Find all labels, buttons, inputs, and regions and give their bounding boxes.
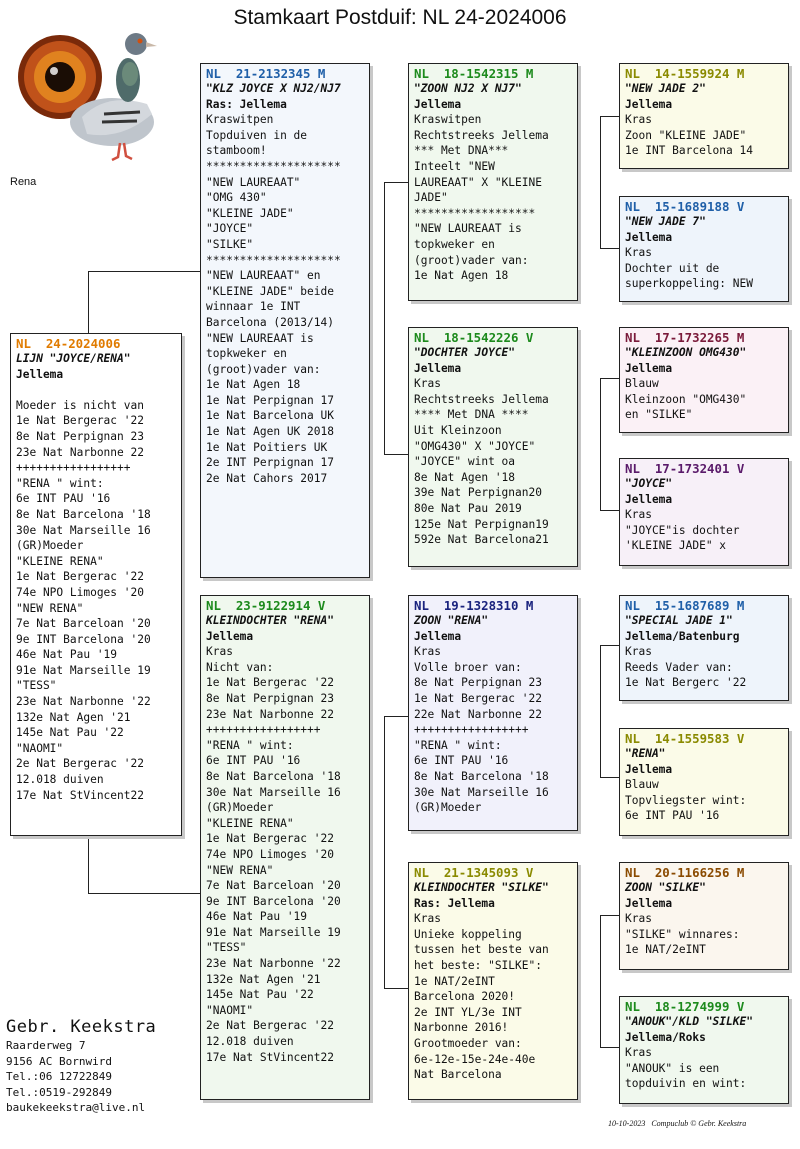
note-line: Kras bbox=[414, 912, 441, 926]
note-line: (GR)Moeder bbox=[16, 539, 84, 553]
note-line: 8e Nat Perpignan 23 bbox=[206, 691, 334, 705]
note-line: 2e Nat Bergerac '22 bbox=[16, 757, 144, 771]
breeder: Jellema bbox=[625, 361, 673, 375]
connector-line bbox=[384, 182, 408, 183]
note-line: Narbonne 2016! bbox=[414, 1021, 509, 1035]
note-line: 1e Nat Perpignan 17 bbox=[206, 393, 334, 407]
pedigree-notes bbox=[16, 382, 177, 803]
ring-number: NL 15-1689188 V bbox=[625, 199, 745, 214]
note-line: het beste: "SILKE": bbox=[414, 958, 542, 972]
note-line: "RENA " wint: bbox=[206, 738, 294, 752]
note-line: 8e Nat Barcelona '18 bbox=[206, 769, 341, 783]
breeder: Ras: Jellema bbox=[414, 896, 495, 910]
note-line: 1e NAT/2eINT bbox=[625, 943, 706, 957]
pigeon-name: "RENA" bbox=[625, 747, 666, 760]
note-line: 1e Nat Bergerac '22 bbox=[16, 414, 144, 428]
note-line: Kras bbox=[414, 377, 441, 391]
photo-caption: Rena bbox=[10, 176, 37, 188]
note-line: 30e Nat Marseille 16 bbox=[206, 785, 341, 799]
card-fmf[interactable] bbox=[619, 327, 789, 433]
owner-block bbox=[6, 1016, 156, 1116]
pigeon-name: ZOON "SILKE" bbox=[625, 881, 706, 894]
note-line: "NEW LAUREAAT is bbox=[414, 222, 522, 236]
note-line: Blauw bbox=[625, 778, 659, 792]
connector-line bbox=[600, 116, 601, 248]
note-line: "NEW LAUREAAT is bbox=[206, 331, 314, 345]
note-line: 23e Nat Narbonne 22 bbox=[206, 707, 334, 721]
note-line: ****************** bbox=[414, 206, 536, 220]
pigeon-name: KLEINDOCHTER "SILKE" bbox=[414, 881, 549, 894]
note-line: 1e Nat Agen 18 bbox=[206, 378, 301, 392]
card-fff[interactable] bbox=[619, 63, 789, 169]
pigeon-name: "DOCHTER JOYCE" bbox=[414, 346, 516, 359]
note-line: 1e Nat Bergerac '22 bbox=[16, 570, 144, 584]
note-line: 30e Nat Marseille 16 bbox=[414, 785, 549, 799]
note-line: Topvliegster wint: bbox=[625, 793, 747, 807]
note-line: winnaar 1e INT bbox=[206, 300, 301, 314]
breeder: Jellema bbox=[625, 896, 673, 910]
note-line: "KLEINE JADE" bbox=[206, 206, 294, 220]
footer-credit: 10-10-2023 Compuclub © Gebr. Keekstra bbox=[608, 1119, 747, 1128]
note-line: Rechtstreeks Jellema bbox=[414, 128, 549, 142]
ring-number: NL 17-1732265 M bbox=[625, 330, 745, 345]
note-line: (GR)Moeder bbox=[206, 801, 274, 815]
note-line: "RENA " wint: bbox=[414, 738, 502, 752]
note-line: "JOYCE"is dochter bbox=[625, 523, 740, 537]
pigeon-name: "ANOUK"/KLD "SILKE" bbox=[625, 1015, 753, 1028]
note-line: "JOYCE" wint oa bbox=[414, 455, 516, 469]
note-line: 23e Nat Narbonne '22 bbox=[16, 695, 151, 709]
pedigree-notes bbox=[414, 644, 573, 816]
note-line bbox=[16, 382, 177, 398]
connector-line bbox=[88, 836, 89, 894]
pigeon-name: "NEW JADE 7" bbox=[625, 215, 706, 228]
owner-address-street: Raarderweg 7 bbox=[6, 1039, 86, 1052]
note-line: "ANOUK" is een bbox=[625, 1061, 720, 1075]
card-father[interactable] bbox=[200, 63, 370, 578]
connector-line bbox=[600, 645, 601, 777]
ring-number: NL 21-1345093 V bbox=[414, 865, 534, 880]
note-line: Nat Barcelona bbox=[414, 1068, 502, 1082]
connector-line bbox=[600, 248, 619, 249]
note-line: (groot)vader van: bbox=[414, 253, 529, 267]
connector-line bbox=[88, 271, 89, 335]
note-line: Zoon "KLEINE JADE" bbox=[625, 128, 747, 142]
connector-line bbox=[600, 777, 619, 778]
pedigree-notes bbox=[625, 245, 784, 292]
note-line: tussen het beste van bbox=[414, 943, 549, 957]
note-line: Kras bbox=[414, 645, 441, 659]
connector-line bbox=[88, 893, 200, 894]
note-line: 17e Nat StVincent22 bbox=[206, 1050, 334, 1064]
breeder: Jellema/Batenburg bbox=[625, 629, 740, 643]
pedigree-notes bbox=[625, 507, 784, 554]
note-line: Kras bbox=[625, 912, 652, 926]
note-line: stamboom! bbox=[206, 144, 267, 158]
pedigree-notes bbox=[625, 911, 784, 958]
breeder: Jellema bbox=[414, 629, 462, 643]
note-line: Volle broer van: bbox=[414, 660, 522, 674]
note-line: 6e INT PAU '16 bbox=[625, 809, 720, 823]
card-fmm[interactable] bbox=[619, 458, 789, 566]
breeder: Jellema bbox=[625, 230, 673, 244]
note-line: Barcelona (2013/14) bbox=[206, 315, 334, 329]
connector-line bbox=[384, 716, 385, 988]
card-mother[interactable] bbox=[200, 595, 370, 1100]
note-line: Kleinzoon "OMG430" bbox=[625, 392, 747, 406]
pedigree-notes bbox=[414, 376, 573, 548]
note-line: 1e Nat Bergerac '22 bbox=[206, 676, 334, 690]
note-line: 125e Nat Perpignan19 bbox=[414, 517, 549, 531]
note-line: Dochter uit de bbox=[625, 261, 720, 275]
pigeon-name: LIJN "JOYCE/RENA" bbox=[16, 352, 131, 365]
note-line: 1e Nat Agen 18 bbox=[414, 269, 509, 283]
note-line: 145e Nat Pau '22 bbox=[16, 726, 124, 740]
note-line: 74e NPO Limoges '20 bbox=[206, 847, 334, 861]
note-line: (GR)Moeder bbox=[414, 801, 482, 815]
ring-number: NL 15-1687689 M bbox=[625, 598, 745, 613]
note-line: ******************** bbox=[206, 159, 341, 173]
card-mf[interactable] bbox=[408, 595, 578, 831]
note-line: 91e Nat Marseille 19 bbox=[206, 925, 341, 939]
note-line: 46e Nat Pau '19 bbox=[206, 910, 308, 924]
note-line: 8e Nat Barcelona '18 bbox=[414, 769, 549, 783]
note-line: "OMG430" X "JOYCE" bbox=[414, 439, 536, 453]
pedigree-notes bbox=[625, 112, 784, 159]
pigeon-name: "SPECIAL JADE 1" bbox=[625, 614, 733, 627]
note-line: superkoppeling: NEW bbox=[625, 277, 753, 291]
pigeon-name: "KLZ JOYCE X NJ2/NJ7 bbox=[206, 82, 341, 95]
note-line: "KLEINE JADE" beide bbox=[206, 284, 334, 298]
ring-number: NL 18-1542226 V bbox=[414, 330, 534, 345]
note-line: 74e NPO Limoges '20 bbox=[16, 585, 144, 599]
note-line: 46e Nat Pau '19 bbox=[16, 648, 118, 662]
pedigree-notes bbox=[625, 644, 784, 691]
note-line: en "SILKE" bbox=[625, 408, 693, 422]
owner-email[interactable]: baukekeekstra@live.nl bbox=[6, 1101, 146, 1115]
owner-phone-mobile: Tel.:06 12722849 bbox=[6, 1070, 112, 1084]
note-line: 6e-12e-15e-24e-40e bbox=[414, 1052, 536, 1066]
note-line: 8e Nat Barcelona '18 bbox=[16, 507, 151, 521]
note-line: 8e Nat Perpignan 23 bbox=[414, 676, 542, 690]
connector-line bbox=[384, 182, 385, 454]
note-line: Kraswitpen bbox=[414, 113, 482, 127]
pedigree-notes bbox=[414, 911, 573, 1083]
note-line: 1e Nat Barcelona UK bbox=[206, 409, 334, 423]
note-line: "NAOMI" bbox=[16, 741, 64, 755]
note-line: 6e INT PAU '16 bbox=[414, 754, 509, 768]
breeder: Jellema/Roks bbox=[625, 1030, 706, 1044]
note-line: **** Met DNA **** bbox=[414, 408, 529, 422]
note-line: Topduiven in de bbox=[206, 128, 308, 142]
pigeon-name: ZOON "RENA" bbox=[414, 614, 489, 627]
note-line: 22e Nat Narbonne 22 bbox=[414, 707, 542, 721]
note-line: 2e INT Perpignan 17 bbox=[206, 456, 334, 470]
note-line: 23e Nat Narbonne 22 bbox=[16, 445, 144, 459]
note-line: "KLEINE RENA" bbox=[206, 816, 294, 830]
note-line: "NAOMI" bbox=[206, 1003, 254, 1017]
note-line: 12.018 duiven bbox=[16, 773, 104, 787]
card-mm[interactable] bbox=[408, 862, 578, 1100]
note-line: 2e INT YL/3e INT bbox=[414, 1005, 522, 1019]
note-line: (groot)vader van: bbox=[206, 362, 321, 376]
note-line: 1e Nat Bergerc '22 bbox=[625, 676, 747, 690]
pigeon-name: "ZOON NJ2 X NJ7" bbox=[414, 82, 522, 95]
note-line: "NEW LAUREAAT" en bbox=[206, 269, 321, 283]
note-line: 7e Nat Barceloan '20 bbox=[16, 617, 151, 631]
note-line: *** Met DNA*** bbox=[414, 144, 509, 158]
breeder: Jellema bbox=[16, 367, 64, 381]
ring-number: NL 20-1166256 M bbox=[625, 865, 745, 880]
pigeon-name: "NEW JADE 2" bbox=[625, 82, 706, 95]
note-line: Kraswitpen bbox=[206, 113, 274, 127]
note-line: +++++++++++++++++ bbox=[414, 723, 529, 737]
ring-number: NL 14-1559924 M bbox=[625, 66, 745, 81]
pigeon-photo bbox=[12, 22, 162, 167]
breeder: Jellema bbox=[414, 361, 462, 375]
card-ff[interactable] bbox=[408, 63, 578, 301]
note-line: Rechtstreeks Jellema bbox=[414, 392, 549, 406]
note-line: "OMG 430" bbox=[206, 191, 267, 205]
card-mmf[interactable] bbox=[619, 862, 789, 970]
note-line: 1e NAT/2eINT bbox=[414, 974, 495, 988]
note-line: Kras bbox=[625, 645, 652, 659]
connector-line bbox=[600, 378, 601, 510]
note-line: "TESS" bbox=[16, 679, 57, 693]
breeder: Jellema bbox=[414, 97, 462, 111]
note-line: 39e Nat Perpignan20 bbox=[414, 486, 542, 500]
note-line: Kras bbox=[625, 113, 652, 127]
note-line: 7e Nat Barceloan '20 bbox=[206, 879, 341, 893]
ring-number: NL 23-9122914 V bbox=[206, 598, 326, 613]
connector-line bbox=[600, 915, 601, 1047]
note-line: 592e Nat Barcelona21 bbox=[414, 533, 549, 547]
note-line: 17e Nat StVincent22 bbox=[16, 788, 144, 802]
note-line: JADE" bbox=[414, 191, 448, 205]
note-line: 132e Nat Agen '21 bbox=[16, 710, 131, 724]
card-mfm[interactable] bbox=[619, 728, 789, 836]
note-line: "TESS" bbox=[206, 941, 247, 955]
note-line: "JOYCE" bbox=[206, 222, 254, 236]
pedigree-notes bbox=[625, 777, 784, 824]
note-line: 1e Nat Poitiers UK bbox=[206, 440, 328, 454]
pigeon-name: "KLEINZOON OMG430" bbox=[625, 346, 747, 359]
note-line: 80e Nat Pau 2019 bbox=[414, 501, 522, 515]
note-line: 2e Nat Bergerac '22 bbox=[206, 1019, 334, 1033]
note-line: 8e Nat Perpignan 23 bbox=[16, 429, 144, 443]
note-line: 2e Nat Cahors 2017 bbox=[206, 471, 328, 485]
pedigree-notes bbox=[206, 112, 365, 486]
owner-address-city: 9156 AC Bornwird bbox=[6, 1054, 112, 1068]
breeder: Jellema bbox=[625, 492, 673, 506]
breeder: Jellema bbox=[625, 762, 673, 776]
note-line: +++++++++++++++++ bbox=[206, 723, 321, 737]
note-line: Grootmoeder van: bbox=[414, 1036, 522, 1050]
connector-line bbox=[600, 378, 619, 379]
pigeon-name: KLEINDOCHTER "RENA" bbox=[206, 614, 334, 627]
note-line: +++++++++++++++++ bbox=[16, 461, 131, 475]
ring-number: NL 24-2024006 bbox=[16, 336, 121, 351]
note-line: 8e Nat Agen '18 bbox=[414, 470, 516, 484]
note-line: Uit Kleinzoon bbox=[414, 423, 502, 437]
note-line: Reeds Vader van: bbox=[625, 660, 733, 674]
note-line: Kras bbox=[206, 645, 233, 659]
note-line: 145e Nat Pau '22 bbox=[206, 988, 314, 1002]
pedigree-notes bbox=[414, 112, 573, 284]
note-line: "RENA " wint: bbox=[16, 476, 104, 490]
note-line: 1e Nat Agen UK 2018 bbox=[206, 425, 334, 439]
note-line: ******************** bbox=[206, 253, 341, 267]
connector-line bbox=[384, 716, 408, 717]
card-subject[interactable] bbox=[10, 333, 182, 836]
note-line: Kras bbox=[625, 508, 652, 522]
note-line: 23e Nat Narbonne '22 bbox=[206, 957, 341, 971]
note-line: topkweker en bbox=[206, 347, 287, 361]
connector-line bbox=[88, 271, 200, 272]
note-line: Blauw bbox=[625, 377, 659, 391]
note-line: "SILKE" winnares: bbox=[625, 927, 740, 941]
note-line: "NEW RENA" bbox=[206, 863, 274, 877]
pigeon-name: "JOYCE" bbox=[625, 477, 673, 490]
note-line: 12.018 duiven bbox=[206, 1035, 294, 1049]
note-line: Kras bbox=[625, 246, 652, 260]
note-line: 30e Nat Marseille 16 bbox=[16, 523, 151, 537]
card-ffm[interactable] bbox=[619, 196, 789, 302]
pedigree-notes bbox=[206, 644, 365, 1065]
note-line: 9e INT Barcelona '20 bbox=[206, 894, 341, 908]
note-line: 9e INT Barcelona '20 bbox=[16, 632, 151, 646]
note-line: Inteelt "NEW bbox=[414, 159, 495, 173]
note-line: Barcelona 2020! bbox=[414, 990, 516, 1004]
note-line: Moeder is nicht van bbox=[16, 398, 144, 412]
note-line: "NEW RENA" bbox=[16, 601, 84, 615]
connector-line bbox=[600, 510, 619, 511]
ring-number: NL 18-1274999 V bbox=[625, 999, 745, 1014]
connector-line bbox=[600, 645, 619, 646]
breeder: Ras: Jellema bbox=[206, 97, 287, 111]
connector-line bbox=[384, 988, 408, 989]
note-line: 1e Nat Bergerac '22 bbox=[414, 691, 542, 705]
connector-line bbox=[600, 1047, 619, 1048]
note-line: "NEW LAUREAAT" bbox=[206, 175, 301, 189]
pedigree-notes bbox=[625, 1045, 784, 1092]
owner-phone: Tel.:0519-292849 bbox=[6, 1085, 112, 1099]
note-line: Kras bbox=[625, 1046, 652, 1060]
ring-number: NL 17-1732401 V bbox=[625, 461, 745, 476]
note-line: topduivin en wint: bbox=[625, 1077, 747, 1091]
note-line: Nicht van: bbox=[206, 660, 274, 674]
breeder: Jellema bbox=[625, 97, 673, 111]
note-line: 132e Nat Agen '21 bbox=[206, 972, 321, 986]
owner-name: Gebr. Keekstra bbox=[6, 1017, 157, 1037]
note-line: 6e INT PAU '16 bbox=[206, 754, 301, 768]
note-line: "SILKE" bbox=[206, 237, 254, 251]
card-mmm[interactable] bbox=[619, 996, 789, 1104]
note-line: "KLEINE RENA" bbox=[16, 554, 104, 568]
card-mff[interactable] bbox=[619, 595, 789, 701]
note-line: Unieke koppeling bbox=[414, 927, 522, 941]
note-line: 1e INT Barcelona 14 bbox=[625, 144, 753, 158]
ring-number: NL 21-2132345 M bbox=[206, 66, 326, 81]
note-line: 1e Nat Bergerac '22 bbox=[206, 832, 334, 846]
ring-number: NL 18-1542315 M bbox=[414, 66, 534, 81]
pedigree-notes bbox=[625, 376, 784, 423]
note-line: 91e Nat Marseille 19 bbox=[16, 663, 151, 677]
connector-line bbox=[600, 915, 619, 916]
connector-line bbox=[384, 454, 408, 455]
page-title: Stamkaart Postduif: NL 24-2024006 bbox=[233, 6, 567, 29]
note-line: 'KLEINE JADE" x bbox=[625, 539, 727, 553]
note-line: LAUREAAT" X "KLEINE bbox=[414, 175, 542, 189]
card-fm[interactable] bbox=[408, 327, 578, 567]
connector-line bbox=[600, 116, 619, 117]
ring-number: NL 19-1328310 M bbox=[414, 598, 534, 613]
breeder: Jellema bbox=[206, 629, 254, 643]
ring-number: NL 14-1559583 V bbox=[625, 731, 745, 746]
note-line: 6e INT PAU '16 bbox=[16, 492, 111, 506]
note-line: topkweker en bbox=[414, 237, 495, 251]
